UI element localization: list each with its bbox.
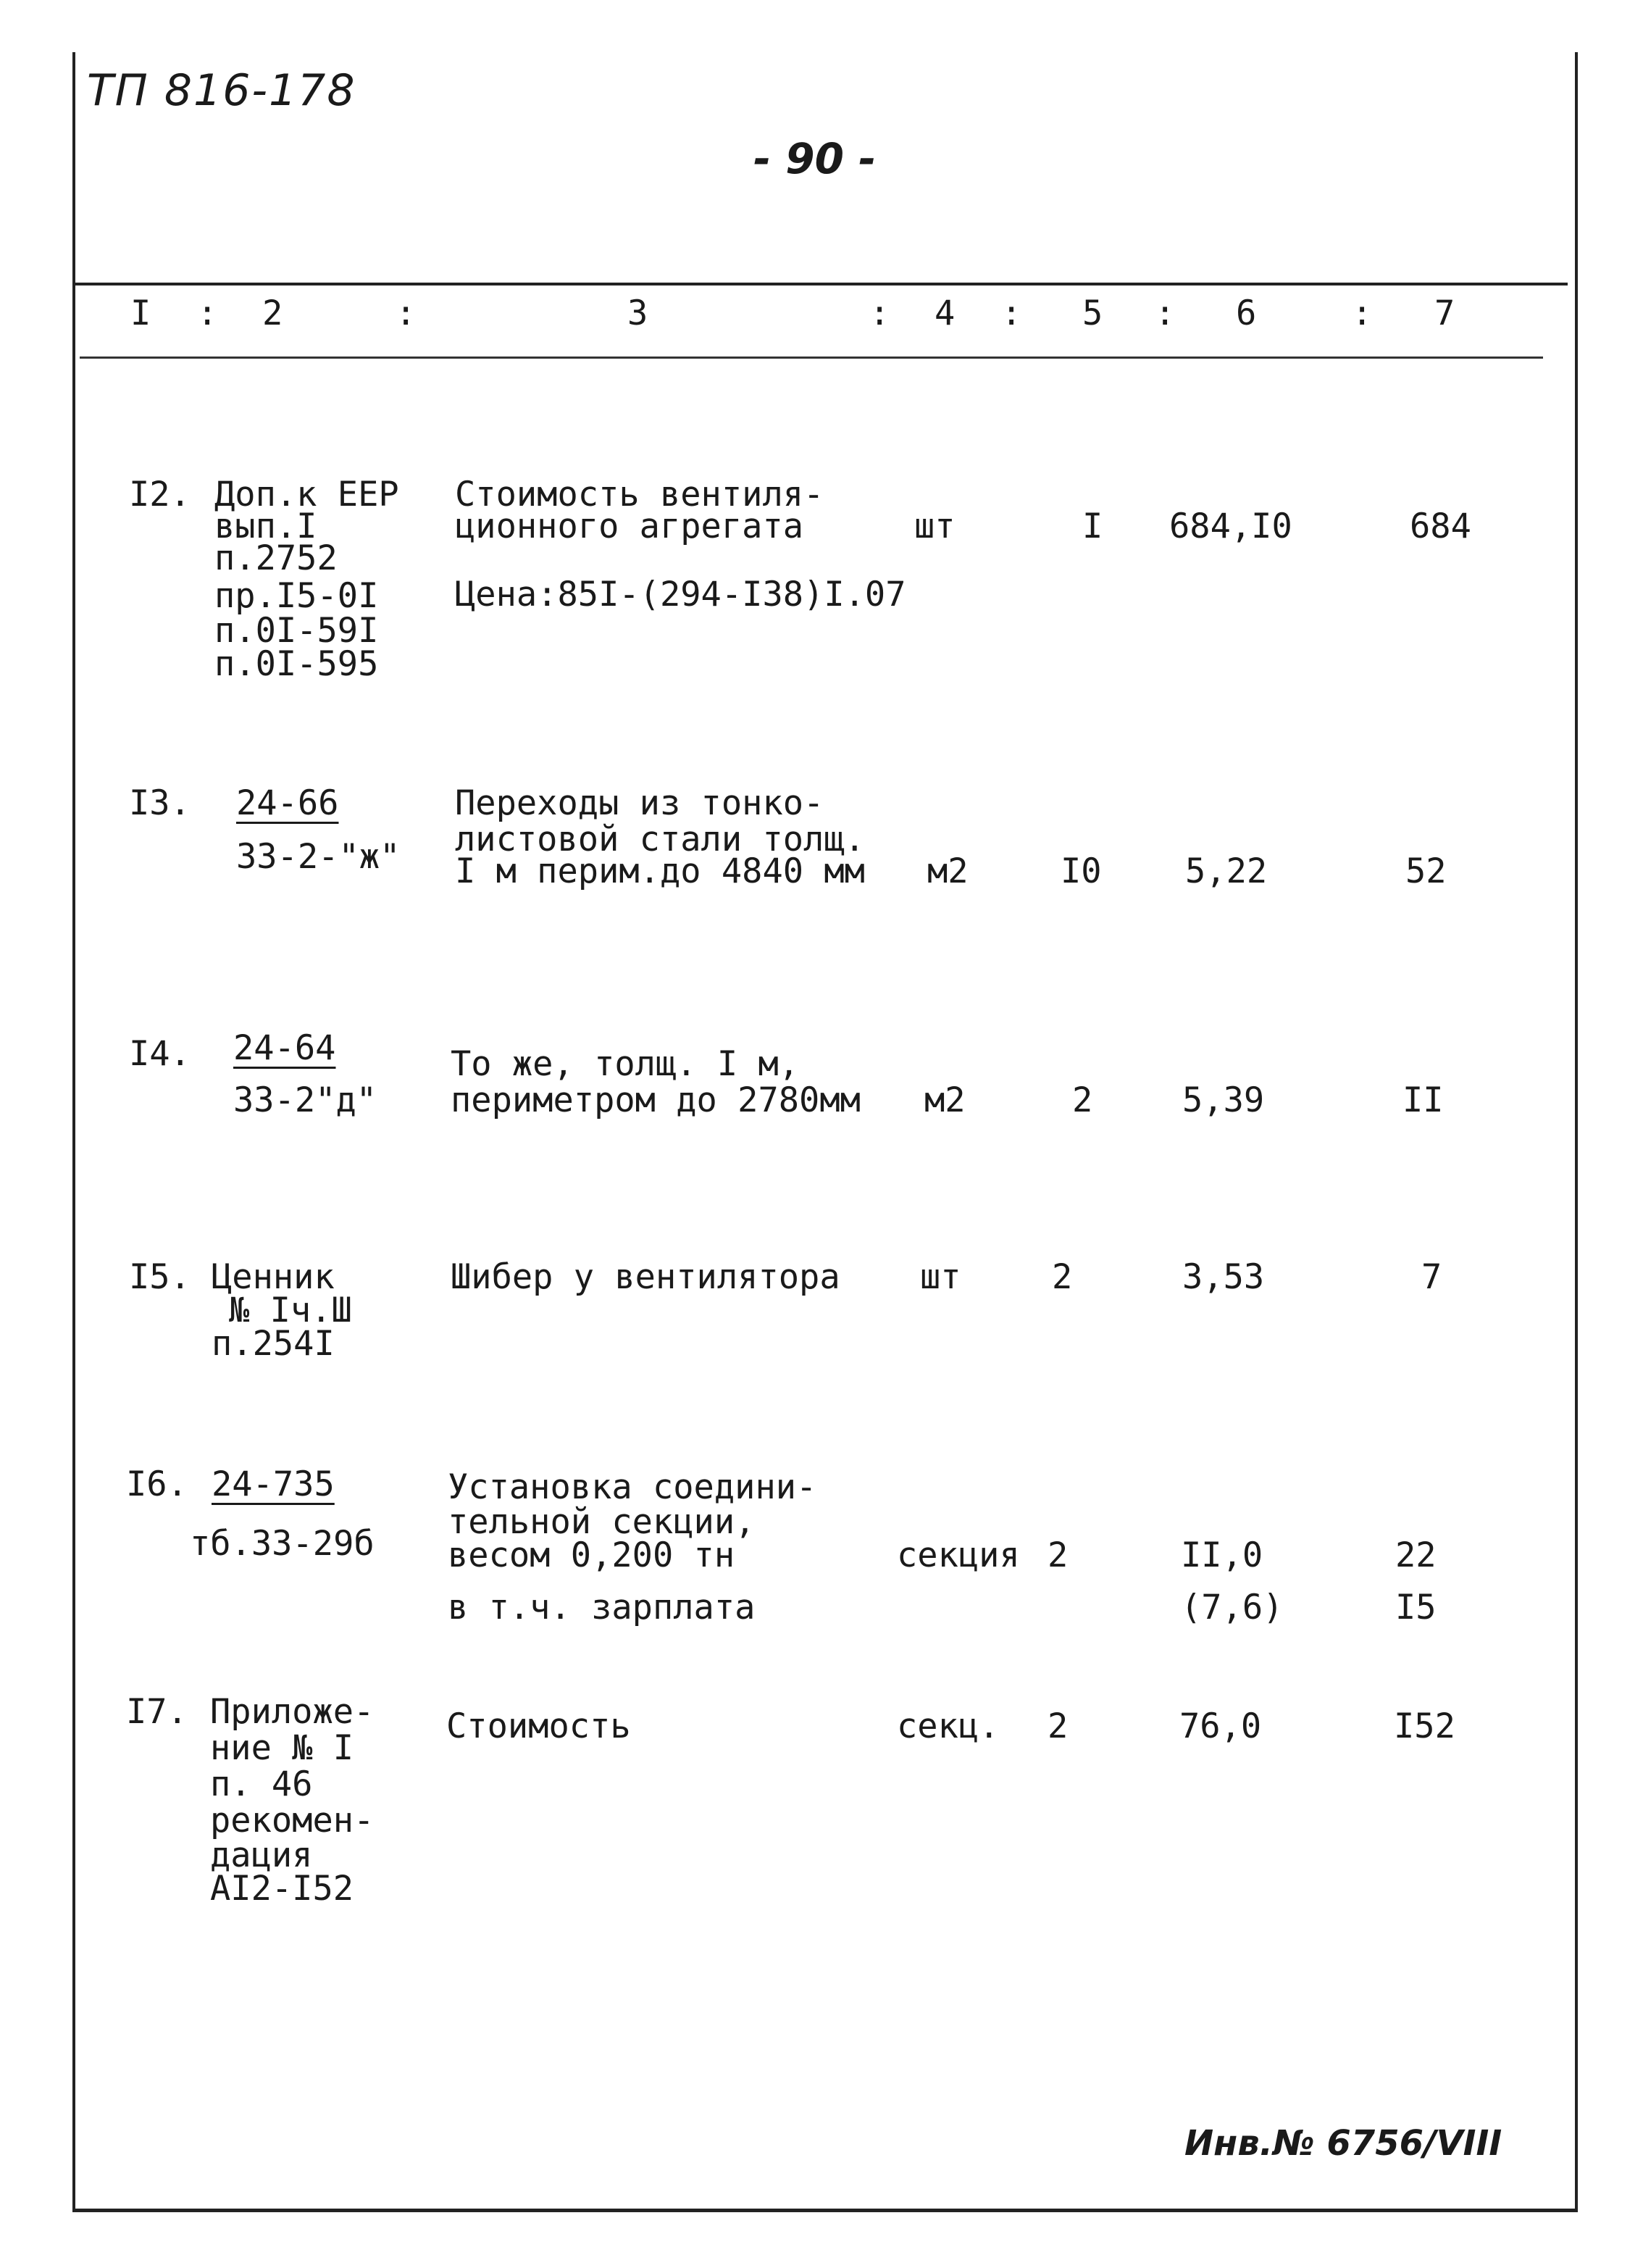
row-unit: шт [920,1257,961,1297]
header-top-rule [72,283,1568,285]
col-header-sep: : [197,293,218,333]
row-number: I5. [129,1257,191,1297]
row-basis-line: п. 46 [210,1764,313,1804]
row-total: 7 [1421,1257,1442,1297]
frame-right-border [1575,52,1578,2211]
row-number: I3. [129,783,191,823]
row-unit-price: 5,39 [1182,1080,1265,1120]
document-code: ТП 816-178 [87,65,356,116]
col-header-2: 2 [262,293,283,333]
col-header-1: I [130,293,151,333]
row-description-line: ционного агрегата [455,506,804,546]
row-basis-line: вып.I [214,506,317,546]
row-basis-line: п.0I-59I [214,611,379,651]
row-unit: м2 [924,1080,966,1120]
row-unit: м2 [927,851,969,891]
row-basis-line: 33-2"д" [233,1080,377,1120]
row-unit: шт [914,506,956,546]
row-basis-line: № Iч.Ш [229,1291,352,1330]
row-description-line: Стоимость вентиля- [455,475,824,514]
row-number: I7. [126,1692,188,1732]
row-total: II [1402,1080,1444,1120]
col-header-sep: : [1352,293,1373,333]
col-header-sep: : [1155,293,1176,333]
row-basis-line: Ценник [212,1257,335,1297]
row-sub-total: I5 [1395,1588,1437,1627]
col-header-sep: : [396,293,417,333]
row-basis-line: п.254I [212,1324,335,1364]
row-basis-line: Приложе- [210,1692,375,1732]
row-basis-line: ние № I [210,1728,354,1768]
col-header-7: 7 [1434,293,1455,333]
row-basis-line: пр.I5-0I [214,576,379,616]
row-description-line: листовой стали толщ. [455,820,865,859]
col-header-3: 3 [627,293,648,333]
row-description-line: Переходы из тонко- [455,783,824,823]
row-basis-line: п.0I-595 [214,644,379,684]
row-basis-line: тб.33-29б [190,1524,375,1564]
col-header-4: 4 [935,293,956,333]
row-quantity: 2 [1048,1535,1069,1575]
row-unit: секция [897,1535,1020,1575]
row-unit-price: 76,0 [1179,1706,1262,1746]
col-header-6: 6 [1236,293,1257,333]
row-quantity: I0 [1061,851,1102,891]
row-total: 684 [1410,506,1471,546]
row-basis-line: рекомен- [210,1801,375,1840]
row-quantity: I [1082,506,1103,546]
row-total: I52 [1394,1706,1455,1746]
inventory-number: Инв.№ 6756/VIII [1184,2123,1502,2164]
row-total: 22 [1395,1535,1437,1575]
row-description-line: Стоимость [446,1706,631,1746]
row-unit-price: 3,53 [1182,1257,1265,1297]
row-basis-line: 33-2-"ж" [236,837,401,877]
row-total: 52 [1405,851,1447,891]
row-basis-line: 24-66 [236,783,339,823]
row-basis-line: 24-64 [233,1028,336,1068]
row-basis-line: п.2752 [214,538,338,578]
col-header-sep: : [869,293,890,333]
row-sub-price: (7,6) [1181,1588,1284,1627]
row-basis-line: дация [210,1835,313,1875]
row-unit-price: 684,I0 [1169,506,1292,546]
row-description-line: То же, толщ. I м, [451,1044,800,1084]
row-number: I2. [129,475,191,514]
frame-bottom-border [72,2209,1578,2212]
row-description-line: весом 0,200 тн [448,1535,735,1575]
row-unit: секц. [897,1706,1000,1746]
row-number: I6. [126,1464,188,1504]
row-description-line: Установка соедини- [448,1467,817,1507]
row-price-note: Цена:85I-(294-I38)I.07 [455,575,906,614]
row-unit-price: II,0 [1181,1535,1263,1575]
row-description-line: I м перим.до 4840 мм [455,851,865,891]
frame-left-border [72,52,75,2211]
row-sub-description: в т.ч. зарплата [448,1588,756,1627]
row-basis-line: 24-735 [212,1464,335,1504]
row-unit-price: 5,22 [1185,851,1268,891]
row-quantity: 2 [1048,1706,1069,1746]
row-basis-line: АI2-I52 [210,1869,354,1909]
header-bottom-rule [80,357,1543,359]
row-description-line: периметром до 2780мм [451,1080,861,1120]
row-quantity: 2 [1072,1080,1093,1120]
page-number: - 90 - [753,134,877,183]
row-description-line: тельной секции, [448,1502,756,1542]
row-basis-line: Доп.к ЕЕР [214,475,399,514]
row-quantity: 2 [1052,1257,1073,1297]
row-description-line: Шибер у вентилятора [451,1257,840,1297]
col-header-5: 5 [1082,293,1103,333]
row-number: I4. [129,1034,191,1074]
col-header-sep: : [1001,293,1022,333]
